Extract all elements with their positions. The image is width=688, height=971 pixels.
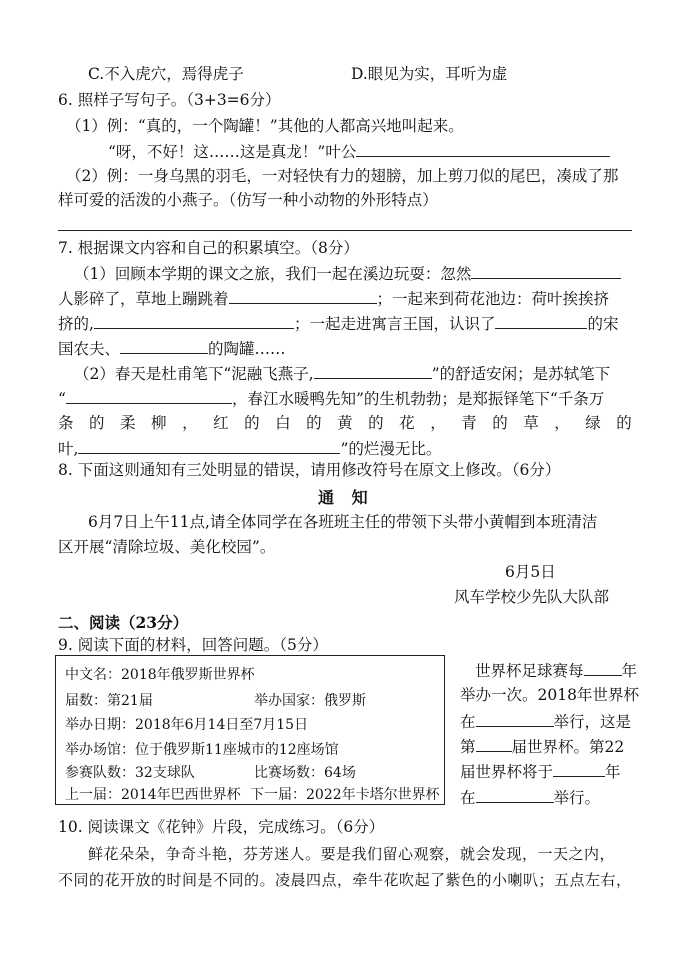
info-prev: 上一届：2014年巴西世界杯 [65,787,241,803]
q7-p2-line3-char: 的 [306,414,322,432]
q7-p2-line3-char: 的 [89,414,105,432]
q9-blank-2[interactable] [476,710,554,727]
q7-blank-7[interactable] [66,387,232,404]
q10-passage-line1: 鲜花朵朵，争奇斗艳，芬芳迷人。要是我们留心观察，就会发现，一天之内， [88,845,616,863]
q7-blank-6[interactable] [314,362,432,379]
q9-side-line4 [460,735,624,758]
q9-side-line6-text-a: 在 [460,789,476,807]
q7-blank-2[interactable] [229,287,377,304]
q7-p2-line3-char: ， [554,414,570,432]
q7-p2-line3-char: 的 [616,414,632,432]
q7-p1-line3-text-c: 的宋 [587,315,619,333]
q7-p1-line1 [74,262,621,285]
q6-answer-blank-1[interactable] [356,140,610,157]
q6-prompt-1-text: “呀，不好！这……这是真龙！”叶公 [108,143,357,161]
q7-p1-line2-text-a: 人影碎了，草地上蹦跳着 [58,290,229,308]
q6-example-1: （1）例：“真的，一个陶罐！”其他的人都高兴地叫起来。 [66,117,464,135]
q7-p2-line3-char: 草 [523,414,539,432]
q9-side-line1 [475,659,637,682]
info-name: 中文名：2018年俄罗斯世界杯 [65,667,255,683]
q9-side-line5-text-b: 年 [605,763,621,781]
q7-blank-5[interactable] [120,337,208,354]
q6-heading: 6. 照样子写句子。（3+3=6分） [58,91,281,109]
q7-p2-line3-char: 青 [461,414,477,432]
q9-blank-1[interactable] [584,659,622,676]
q7-blank-3[interactable] [94,312,294,329]
q7-p1-line3-text-a: 挤的, [58,315,94,333]
q9-blank-3[interactable] [476,735,512,752]
q7-p2-line1 [74,362,610,385]
section-2-heading: 二、阅读（23分） [58,613,189,632]
q7-p2-line3-char: 黄 [337,414,353,432]
q9-side-line3-text-a: 在 [460,713,476,731]
q7-p2-line3-char: 条 [58,414,74,432]
q6-answer-line-2[interactable] [58,230,632,231]
info-next: 下一届：2022年卡塔尔世界杯 [250,787,440,803]
info-teams: 参赛队数：32支球队 [65,765,195,781]
q7-blank-1[interactable] [471,262,621,279]
info-matches: 比赛场数：64场 [254,765,356,781]
q7-p1-line2-text-b: ；一起来到荷花池边：荷叶挨挨挤 [376,290,610,308]
q7-p2-line1-text-b: ”的舒适安闲；是苏轼笔下 [431,365,611,383]
q7-p1-line1-text: （1）回顾本学期的课文之旅，我们一起在溪边玩耍：忽然 [74,265,472,283]
q10-heading: 10. 阅读课文《花钟》片段，完成练习。（6分） [58,818,385,836]
q6-example-2-line2: 样可爱的活泼的小燕子。（仿写一种小动物的外形特点） [58,191,438,209]
q6-example-2-line1: （2）例：一身乌黑的羽毛，一对轻快有力的翅膀，加上剪刀似的尾巴，凑成了那 [66,167,619,185]
q9-side-line4-text-a: 第 [460,738,476,756]
q9-side-line2: 举办一次。2018年世界杯 [460,686,639,704]
q7-p2-line3-char: 白 [275,414,291,432]
q9-heading: 9. 阅读下面的材料，回答问题。（5分） [58,636,328,654]
q7-p1-line4 [58,337,286,360]
q7-p2-line3-char: 红 [213,414,229,432]
q7-p2-line3-char: 的 [244,414,260,432]
q9-blank-5[interactable] [476,786,554,803]
info-venues: 举办场馆：位于俄罗斯11座城市的12座场馆 [65,742,339,758]
q8-heading: 8. 下面这则通知有三处明显的错误，请用修改符号在原文上修改。（6分） [58,461,561,479]
q10-passage-line2: 不同的花开放的时间是不同的。凌晨四点，牵牛花吹起了紫色的小喇叭；五点左右， [58,871,632,889]
q7-p2-line4 [58,437,441,460]
q7-p1-line4-text-a: 国农夫、 [58,340,121,358]
option-d: D.眼见为实，耳听为虚 [351,65,508,83]
world-cup-info-box [55,655,445,805]
q7-p2-line3-char: 柳 [151,414,167,432]
q7-p1-line4-text-b: 的陶罐…… [208,340,286,358]
option-c: C.不入虎穴，焉得虎子 [88,65,244,83]
q9-side-line1-text-a: 世界杯足球赛每 [475,662,584,680]
q7-blank-8[interactable] [78,437,340,454]
q7-p2-line3 [58,412,632,434]
q9-blank-4[interactable] [553,760,605,777]
q7-p2-line3-char: 柔 [120,414,136,432]
info-host: 举办国家：俄罗斯 [254,693,366,709]
q9-side-line5 [460,760,621,783]
q7-p2-line2-text-a: “ [58,390,66,408]
q7-p1-line2 [58,287,609,310]
q7-p2-line3-char: ， [182,414,198,432]
q9-side-line3 [460,710,631,733]
q7-heading: 7. 根据课文内容和自己的积累填空。（8分） [58,239,359,257]
q7-p2-line4-text-a: 叶, [58,440,79,458]
q7-p2-line2-text-b: ，春江水暖鸭先知”的生机勃勃；是郑振铎笔下“千条万 [231,390,605,408]
q7-p2-line3-char: 的 [492,414,508,432]
notice-body-line1: 6月7日上午11点,请全体同学在各班班主任的带领下头带小黄帽到本班清洁 [88,513,598,531]
q7-p1-line3 [58,312,618,335]
q9-side-line6 [460,786,600,809]
q7-p2-line3-char: 花 [399,414,415,432]
q7-p2-line2 [58,387,604,410]
q9-side-line5-text-a: 届世界杯将于 [460,763,554,781]
q9-side-line1-text-b: 年 [621,662,638,680]
notice-org: 风车学校少先队大队部 [454,588,610,606]
q7-p2-line3-char: 绿 [585,414,601,432]
info-dates: 举办日期：2018年6月14日至7月15日 [65,717,309,733]
q6-prompt-1 [108,140,610,163]
notice-body-line2: 区开展“清除垃圾、美化校园”。 [58,538,276,556]
q7-p2-line1-text-a: （2）春天是杜甫笔下“泥融飞燕子, [74,365,314,383]
q9-side-line3-text-b: 举行，这是 [553,713,632,731]
q7-blank-4[interactable] [495,312,587,329]
q9-side-line6-text-b: 举行。 [553,789,601,807]
notice-title: 通 知 [318,488,374,507]
q7-p2-line3-char: ， [430,414,446,432]
notice-date: 6月5日 [505,563,556,581]
q7-p2-line4-text-b: ”的烂漫无比。 [340,440,442,458]
q7-p1-line3-text-b: ；一起走进寓言王国，认识了 [293,315,496,333]
q9-side-line4-text-b: 届世界杯。第22 [511,738,625,756]
info-edition: 届数：第21届 [65,693,153,709]
q7-p2-line3-char: 的 [368,414,384,432]
